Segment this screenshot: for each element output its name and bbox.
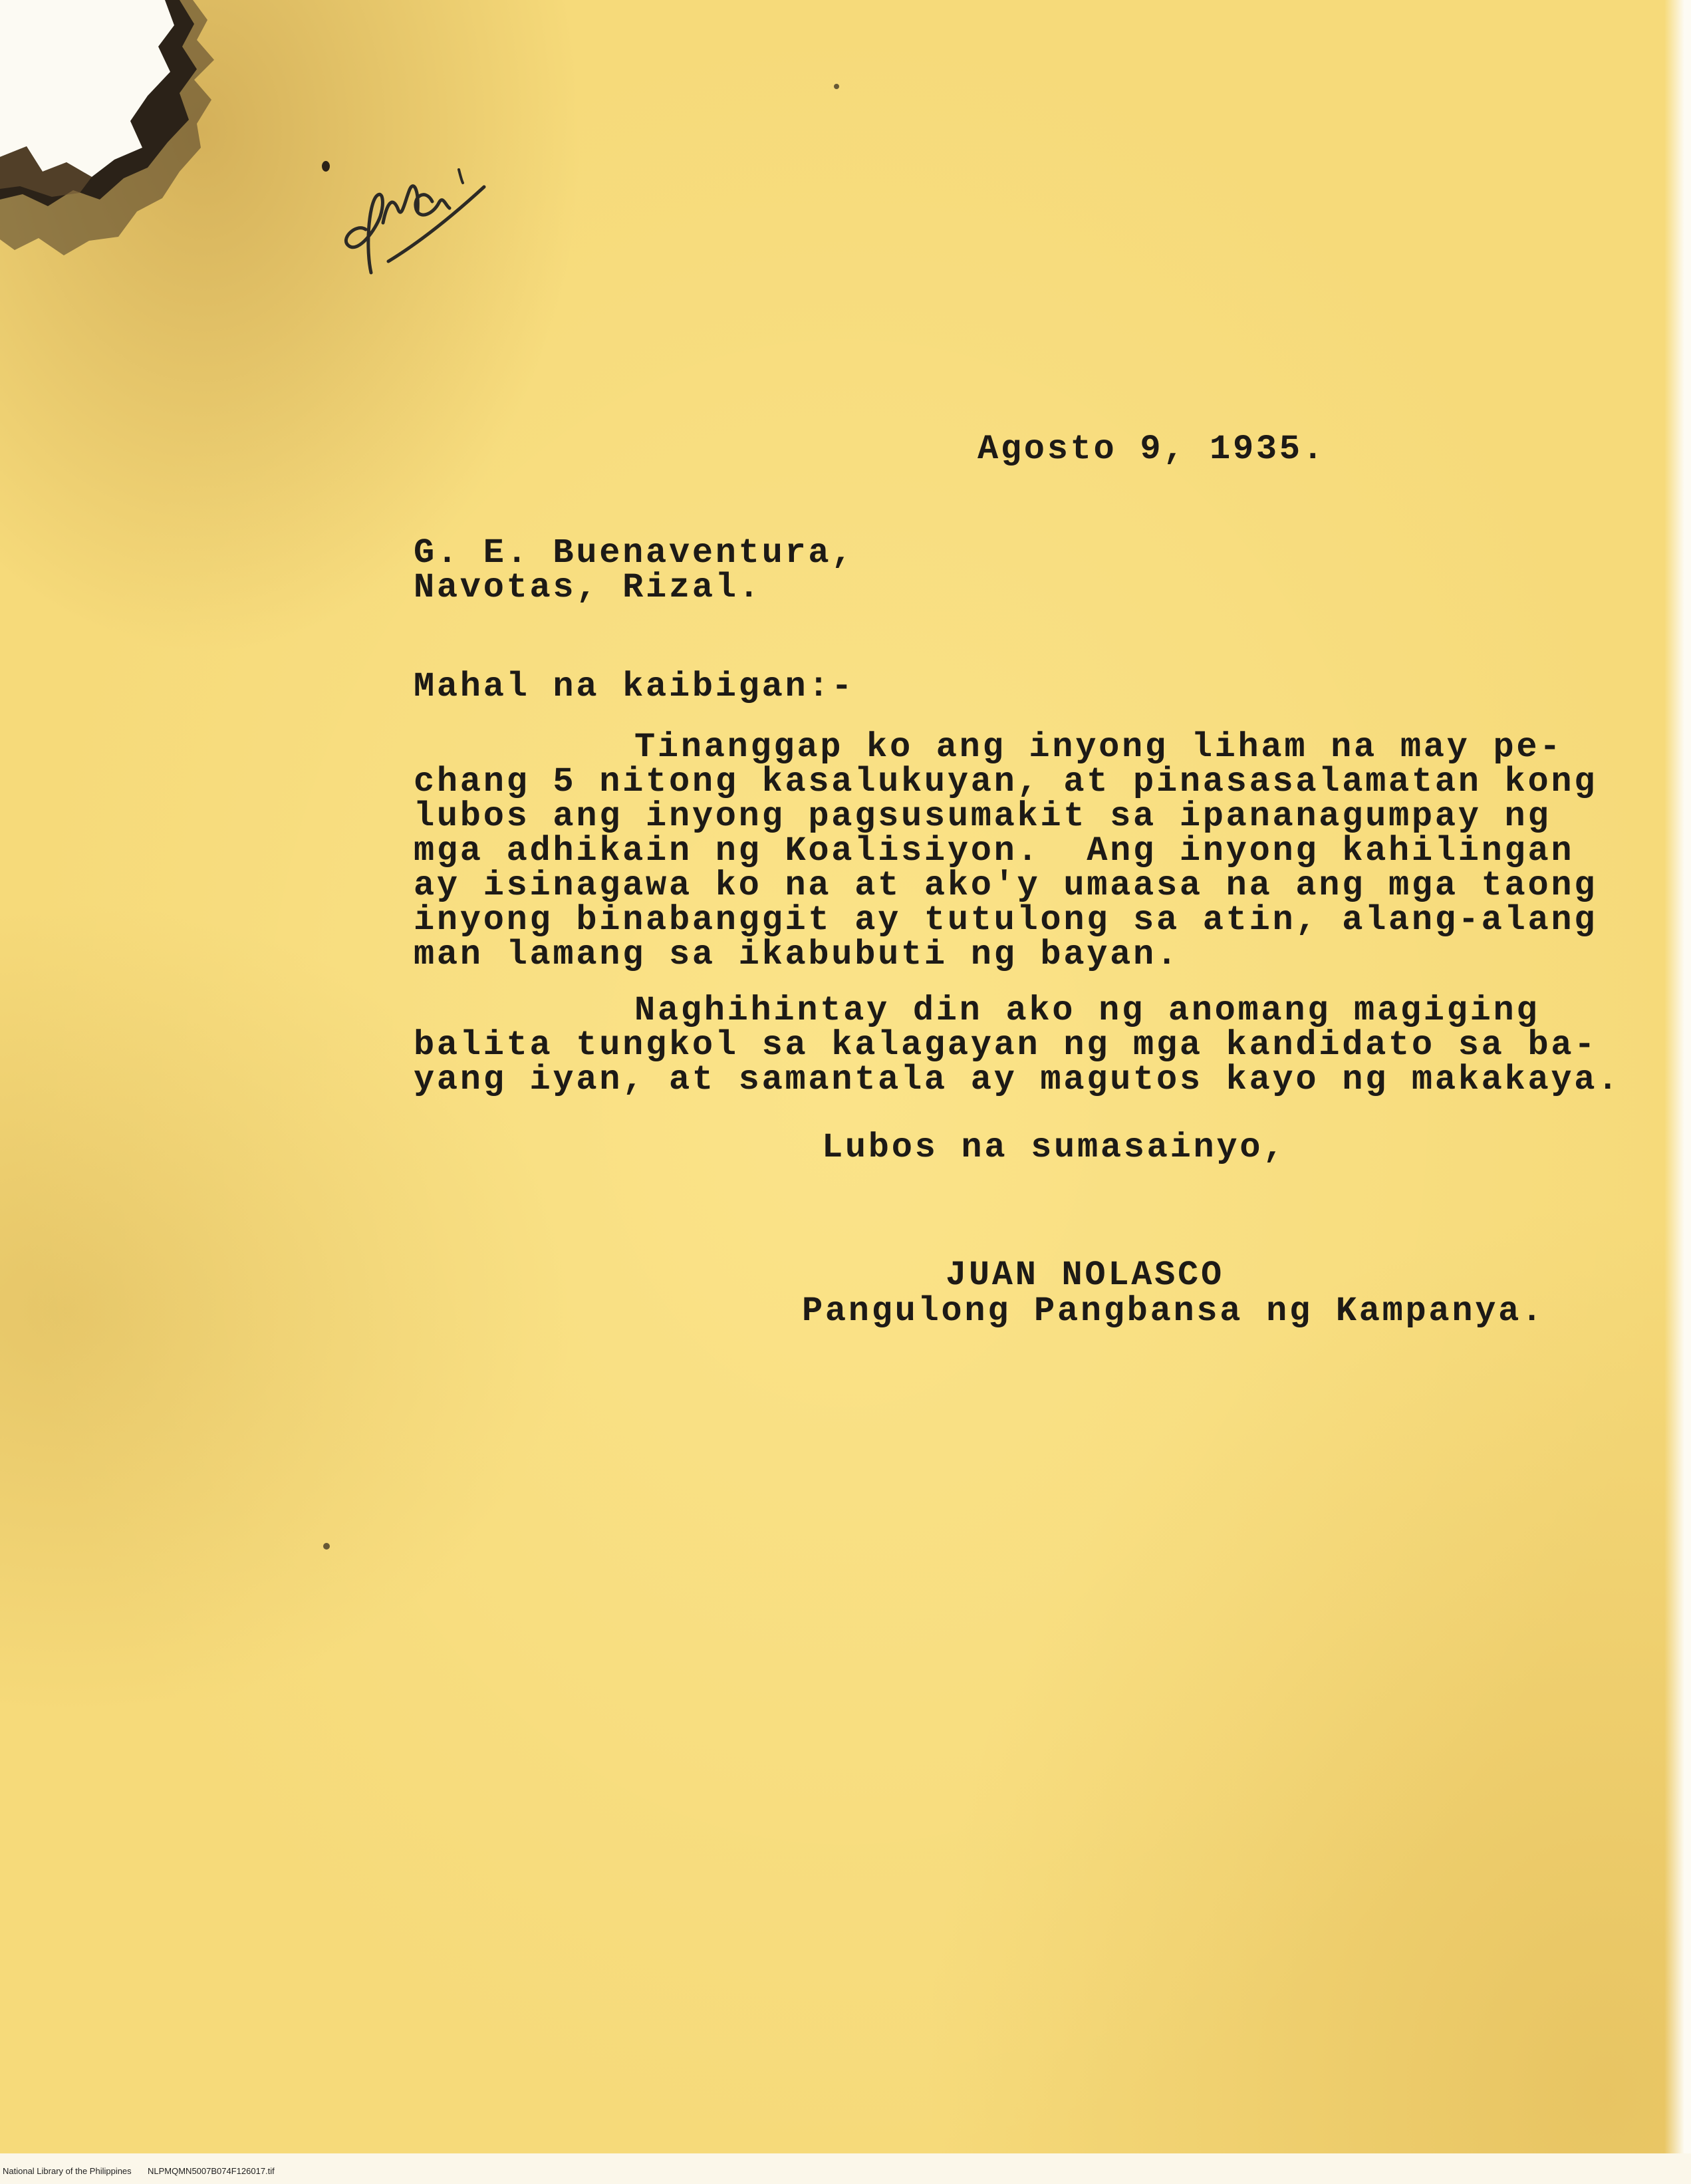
footer-file-id: NLPMQMN5007B074F126017.tif (148, 2166, 275, 2176)
signature-name: JUAN NOLASCO (946, 1256, 1224, 1295)
ink-spot (322, 161, 330, 172)
paragraph-1-line: ay isinagawa ko na at ako'y umaasa na ang mga taong (414, 866, 1598, 905)
recipient-name: G. E. Buenaventura, (414, 533, 855, 573)
salutation: Mahal na kaibigan:- (414, 667, 855, 706)
ink-spot (834, 84, 839, 89)
paper-edge-right (1664, 0, 1691, 2184)
ink-spot (323, 1543, 330, 1550)
paragraph-1-line: mga adhikain ng Koalisiyon. Ang inyong kahilingan (414, 831, 1575, 871)
burned-corner (0, 0, 253, 259)
paragraph-2-line: yang iyan, at samantala ay magutos kayo ng makakaya. (414, 1060, 1621, 1099)
footer-library-label: National Library of the Philippines (3, 2166, 132, 2176)
paragraph-2-line: balita tungkol sa kalagayan ng mga kandidato sa ba- (414, 1025, 1598, 1065)
paragraph-1-line: Tinanggap ko ang inyong liham na may pe- (634, 728, 1563, 767)
paragraph-2-line: Naghihintay din ako ng anomang magiging (634, 991, 1540, 1030)
letter-date: Agosto 9, 1935. (977, 430, 1326, 469)
paragraph-1-line: man lamang sa ikabubuti ng bayan. (414, 935, 1180, 974)
handwritten-initials (319, 123, 492, 296)
paragraph-1-line: chang 5 nitong kasalukuyan, at pinasasalamatan kong (414, 762, 1598, 801)
recipient-address: Navotas, Rizal. (414, 568, 762, 607)
signature-title: Pangulong Pangbansa ng Kampanya. (802, 1292, 1545, 1331)
paragraph-1-line: inyong binabanggit ay tutulong sa atin, alang-alang (414, 900, 1598, 940)
closing: Lubos na sumasainyo, (822, 1128, 1287, 1167)
paragraph-1-line: lubos ang inyong pagsusumakit sa ipananagumpay ng (414, 797, 1551, 836)
